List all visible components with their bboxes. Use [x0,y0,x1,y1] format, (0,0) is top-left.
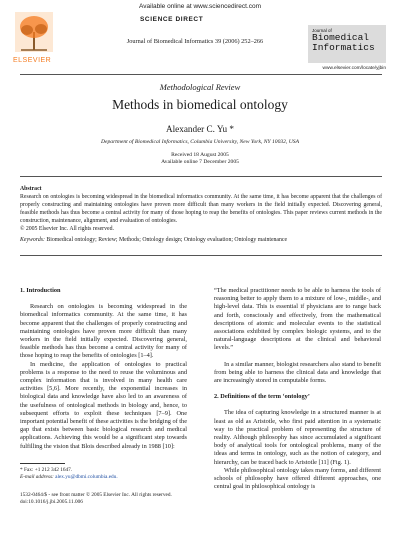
bottom-metadata [20,492,280,506]
keywords [20,237,382,245]
sciencedirect-logo [140,16,260,28]
available-date: Available online 7 December 2005 [161,159,239,166]
section-heading-introduction: 1. Introduction [20,287,61,294]
right-paragraph-1: In a similar manner, biologist researchers also stand to benefit from being able to harness the clinical data and knowledge that are increasingly stored in computable forms. [214,360,381,385]
elsevier-tree-logo-icon [15,12,53,52]
intro-paragraph-2: In medicine, the application of ontologies to practical problems is a response to the need to reuse the voluminous and complex information that is involved in many health care activities [5,6]. More recently, the exponential increases in biological data and knowledge have also led to an awareness of the usefulness of ontological methods in biology and, hence, to subsequent efforts to exploit these techniques [7–9]. One important potential benefit of these activities is the bridging of the gap that exists between basic biological research and medical applications. Achieving this would be a significant step towards fulfilling the vision that Blois described already in 1988 [10]: [20,360,187,450]
available-online-line: Available online at www.sciencedirect.com [139,3,261,10]
abstract-copyright: © 2005 Elsevier Inc. All rights reserved. [20,225,114,232]
right-column [214,287,381,491]
email-footnote [20,474,187,481]
article-dates [0,152,400,166]
issn-line: 1532-0464/$ - see front matter © 2005 Elsevier Inc. All rights reserved. [20,492,172,498]
abstract-bottom-divider [20,255,382,256]
blois-quote: “The medical practitioner needs to be able to harness the tools of reasoning better to apply them to a mixture of low-, middle-, and high-level data. This is essential if physicians are to range back and forth, consciously and effectively, from the mathematical descriptions of atomic and molecular events to the statistical associations exhibited by complex biologic systems, and to the natural-language descriptions at the clinical and behavioral levels.” [214,287,381,352]
abstract-top-divider [20,176,382,177]
email-label: E-mail address: [20,474,54,480]
journal-box-title-2: Informatics [312,42,375,53]
keywords-label: Keywords: [20,237,45,243]
sciencedirect-logo-text: SCIENCE DIRECT [140,16,204,23]
footnote-divider [20,463,65,464]
abstract [20,186,382,233]
elsevier-wordmark: ELSEVIER [13,57,52,64]
footnote-marker: * [20,467,23,473]
abstract-heading: Abstract [20,186,42,192]
author-affiliation: Department of Biomedical Informatics, Columbia University, New York, NY 10032, USA [100,139,300,145]
author-name[interactable]: Alexander C. Yu * [165,124,235,134]
left-column [20,287,187,451]
journal-title-box [308,25,386,63]
fax-footnote [20,467,187,474]
definitions-paragraph-2: While philosophical ontology takes many forms, and different schools of philosophy have offered different approaches, one central goal in philosophical ontology is [214,466,381,491]
fax-number: Fax: +1 212 342 1647. [23,467,73,473]
doi-line[interactable]: doi:10.1016/j.jbi.2005.11.006 [20,499,83,505]
intro-paragraph-1: Research on ontologies is becoming widespread in the biomedical informatics community. At the same time, it has become apparent that the challenges of properly constructing and maintaining ontologies have proven more difficult than many workers in the field initially expected. Discovering general, feasible methods has thus become a central activity for many of those hoping to reap the benefits of ontologies [1–4]. [20,303,187,360]
keywords-text: Biomedical ontology; Review; Methods; Ontology design; Ontology evaluation; Ontology maintenance [46,237,288,243]
journal-url[interactable]: www.elsevier.com/locate/yjbin [322,66,386,71]
email-link[interactable]: alex.yu@dbmi.columbia.edu. [55,474,118,480]
journal-citation: Journal of Biomedical Informatics 39 (2006) 252–266 [126,38,264,45]
received-date: Received 18 August 2005 [171,152,229,158]
header-divider [20,74,382,75]
journal-box-small: Journal of [312,28,332,33]
page-title: Methods in biomedical ontology [112,97,288,112]
section-heading-definitions: 2. Definitions of the term ‘ontology’ [214,393,310,401]
definitions-paragraph-1: The idea of capturing knowledge in a structured manner is at least as old as Aristotle, who first paid attention in a systematic way to the practical problem of representing the structure of reality. Although philosophy has since accumulated a significant body of analytical tools for ontological problems, many of the ideas and terms in ontology, such as the notion of category, and hierarchy, can be traced back to Aristotle [11] (Fig. 1). [214,409,381,466]
article-type: Methodological Review [159,82,241,92]
abstract-text: Research on ontologies is becoming widespread in the biomedical informatics community. At the same time, it has become apparent that the challenges of properly constructing and maintaining ontologies have proven more difficult than many workers in the field initially expected. Discovering general, feasible methods has thus become a central activity for many of those hoping to reap the benefits of ontologies. This paper reviews current methods in the construction, maintenance, alignment, and evaluation of ontologies. [20,193,382,224]
footnotes [20,467,187,481]
journal-box-title-1: Biomedical [312,32,370,43]
